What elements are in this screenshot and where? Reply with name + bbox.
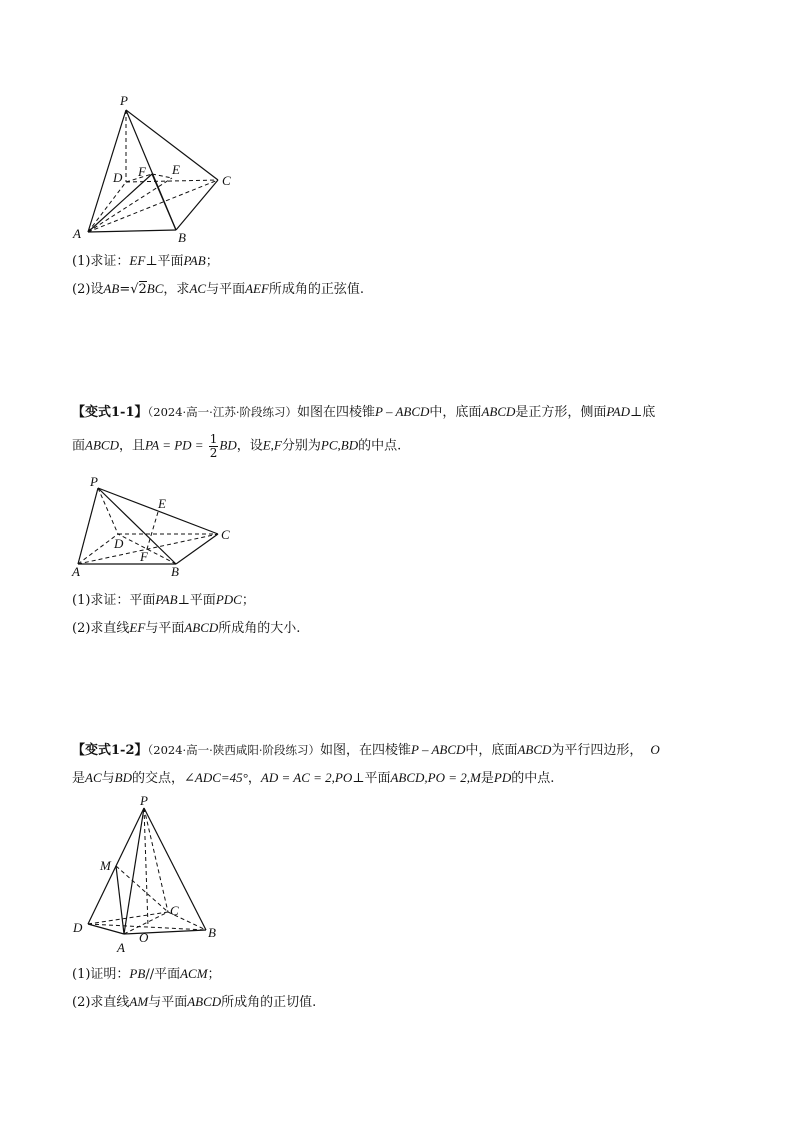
text: (1)证明： [72,967,130,982]
edge-BC [176,180,218,230]
text: 所成角的大小. [218,621,301,636]
variant2-line2 [72,770,554,787]
text: ⊥平面 [145,254,184,269]
math: PAB [155,592,178,607]
hidden-PO [144,808,148,926]
label-P: P [120,93,128,108]
math: PC,BD [320,437,359,453]
text: 如图在四棱锥 [296,405,375,420]
text: ； [241,593,255,608]
label-F: F [138,164,146,179]
math: PB [129,966,146,981]
math: EF [129,620,146,635]
math: O [650,742,660,757]
label-D: D [73,920,83,935]
label-P: P [90,474,98,489]
text: 的中点. [358,438,402,454]
fraction [209,433,219,459]
text: 与平面 [145,621,185,636]
math: AC [85,770,102,785]
text: 的中点. [511,771,555,786]
text: ， [247,771,261,786]
text: ； [205,254,219,269]
math: PD [493,770,512,785]
label-C: C [221,527,230,542]
hidden-AD [88,182,126,232]
math: ACM [180,966,208,981]
text: ，求 [163,282,190,297]
pyramid-figure-3 [64,792,234,962]
math: ABCD [184,620,219,635]
edge-AB [124,930,206,934]
text: (1)求证： [72,254,130,269]
hidden-EF [147,512,158,549]
math: ABCD [481,404,516,419]
math: PA = PD = [144,437,204,453]
math: ABCD [517,742,552,757]
math: AM [129,994,149,1009]
math: ∠ADC=45° [184,770,248,785]
edge-PA [78,488,98,564]
text: // [145,967,155,982]
text: 的交点， [132,771,185,786]
text: (1)求证：平面 [72,593,156,608]
text: ⊥平面 [352,771,391,786]
text: (2)求直线 [72,995,130,1010]
fraction-denominator: 2 [209,445,218,460]
hidden-AC [88,180,218,232]
variant1-line2 [72,433,401,459]
label-B: B [208,925,216,940]
variant-tag: 【变式1-1】 [72,405,148,420]
math-BC: BC [146,281,164,296]
sqrt-symbol: √ [130,282,139,297]
label-E: E [158,496,166,511]
text: 为平行四边形， [551,743,643,758]
pyramid-figure-1 [60,90,260,250]
hidden-FE [152,174,172,178]
hidden-DC [126,180,218,182]
text: 分别为 [281,438,321,454]
label-C: C [222,173,231,188]
math-AEF: AEF [245,281,269,296]
label-P: P [140,793,148,808]
hidden-MC [116,866,168,912]
label-D: D [113,170,123,185]
label-E: E [172,162,180,177]
text: 是 [480,771,494,786]
text: 面 [72,438,86,454]
variant2-line1 [72,742,660,759]
label-A: A [73,226,81,241]
text: 与平面 [148,995,188,1010]
math: ABCD [187,994,222,1009]
math: PAD [606,404,631,419]
source-note: （2024·高一·江苏·阶段练习） [147,405,297,419]
variant2-q2 [72,994,316,1011]
hidden-AE [88,178,172,232]
label-C: C [170,903,179,918]
math: E,F [262,437,282,453]
math-PAB: PAB [183,253,206,268]
text: 平面 [154,967,181,982]
label-A: A [72,564,80,579]
problem1-part1 [72,253,219,270]
text: ，且 [118,438,145,454]
text: 与平面 [206,282,246,297]
math-EF: EF [129,253,146,268]
edge-PC [98,488,218,534]
math: BD [219,437,237,453]
pyramid-figure-2 [62,472,252,582]
text: (2)求直线 [72,621,130,636]
edge-MA [116,866,124,934]
text: 所成角的正切值. [221,995,317,1010]
edge-FB [152,174,176,230]
text: ，设 [236,438,263,454]
label-O: O [139,930,149,945]
edge-PA [124,808,144,934]
fraction-numerator: 1 [209,432,218,446]
text: (2)设 [72,282,104,297]
text: ⊥底 [630,405,656,420]
hidden-PC [144,808,168,912]
variant1-q2 [72,620,300,637]
variant2-q1 [72,966,221,983]
text: 如图，在四棱锥 [319,743,411,758]
label-M: M [100,858,111,873]
sqrt-value: 2 [138,282,147,297]
variant1-q1 [72,592,255,609]
variant1-line1 [72,404,655,421]
variant-tag: 【变式1-2】 [72,743,148,758]
text: 中，底面 [465,743,518,758]
text: = [119,282,131,297]
text: ⊥平面 [177,593,216,608]
hidden-AD [78,534,118,564]
edge-AB [88,230,176,232]
text: 中，底面 [429,405,482,420]
label-A: A [117,940,125,955]
text: 是正方形，侧面 [515,405,607,420]
math: AD = AC = 2,PO [260,770,353,785]
text: 所成角的正弦值. [268,282,365,297]
math-AC: AC [189,281,207,296]
math: ABCD,PO = 2,M [390,770,481,785]
text: 是 [72,771,86,786]
text: ； [207,967,221,982]
math: P – ABCD [411,742,466,757]
math: BD [114,770,132,785]
math: PDC [215,592,242,607]
math-AB: AB [103,281,120,296]
problem1-part2 [72,281,364,298]
source-note: （2024·高一·陕西咸阳·阶段练习） [147,743,320,757]
label-D: D [114,536,124,551]
label-B: B [178,230,186,245]
math: ABCD [85,437,119,453]
label-B: B [171,564,179,579]
math: P – ABCD [375,404,430,419]
text: 与 [101,771,115,786]
label-F: F [140,549,148,564]
